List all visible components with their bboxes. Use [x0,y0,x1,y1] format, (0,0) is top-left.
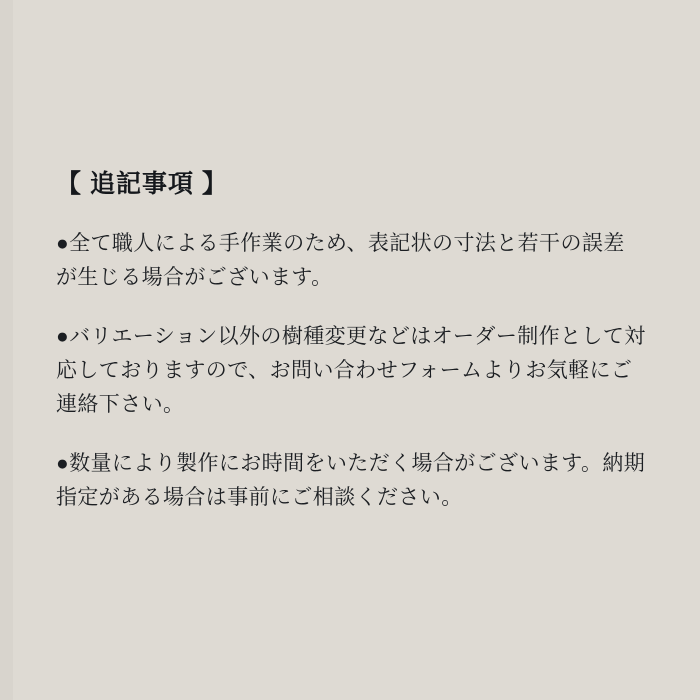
notice-content [56,168,656,515]
notice-item-1: ●全て職人による手作業のため、表記状の寸法と若干の誤差が生じる場合がございます。 [56,231,625,289]
page-title: 【 追記事項 】 [56,170,228,198]
left-edge-shading [0,0,13,700]
notice-item-2: ●バリエーション以外の樹種変更などはオーダー制作として対応しておりますので、お問い合わせフォームよりお気軽にご連絡下さい。 [56,324,646,416]
notice-item-3: ●数量により製作にお時間をいただく場合がございます。納期指定がある場合は事前にご相談ください。 [56,451,646,509]
